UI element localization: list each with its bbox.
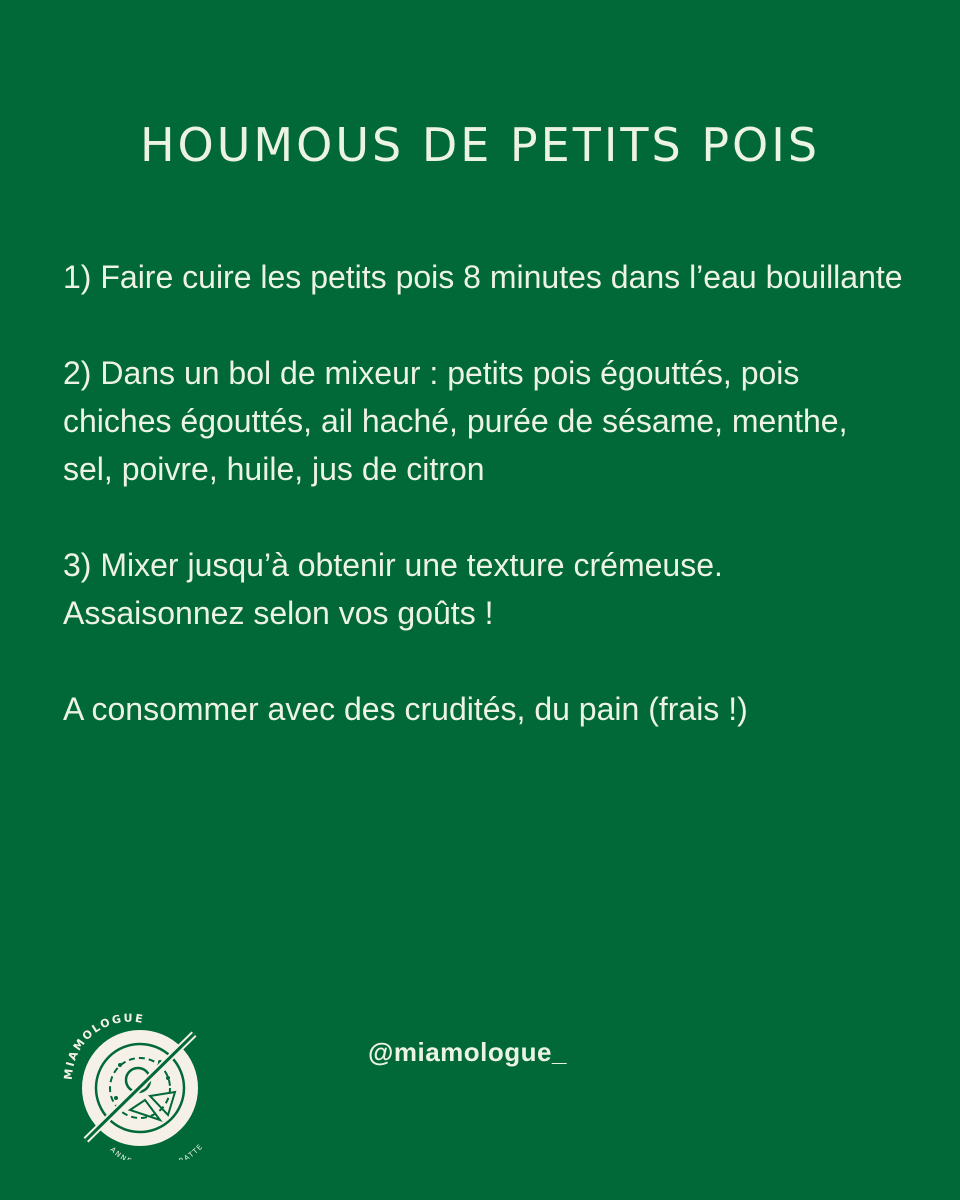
recipe-steps <box>63 253 903 781</box>
serving-note: A consommer avec des crudités, du pain (frais !) <box>63 691 748 727</box>
svg-text:ANNE-LAURE LARATTE: ANN ATTE <box>108 1142 205 1160</box>
step-2: 2) Dans un bol de mixeur : petits pois égouttés, pois chiches égouttés, ail haché, purée de sésame, menthe, sel, poivre, huile, jus de citron <box>63 355 848 487</box>
step-1: 1) Faire cuire les petits pois 8 minutes dans l’eau bouillante <box>63 259 903 295</box>
step-3: 3) Mixer jusqu’à obtenir une texture crémeuse. Assaisonnez selon vos goûts ! <box>63 547 723 631</box>
donut-logo-icon <box>50 1000 210 1160</box>
svg-text:MIAMOLOGUE: MIAMOLOGUE <box>61 1011 146 1081</box>
social-handle: @miamologue_ <box>368 1037 567 1067</box>
page-title: HOUMOUS DE PETITS POIS <box>139 118 821 172</box>
brand-logo <box>50 1000 210 1160</box>
